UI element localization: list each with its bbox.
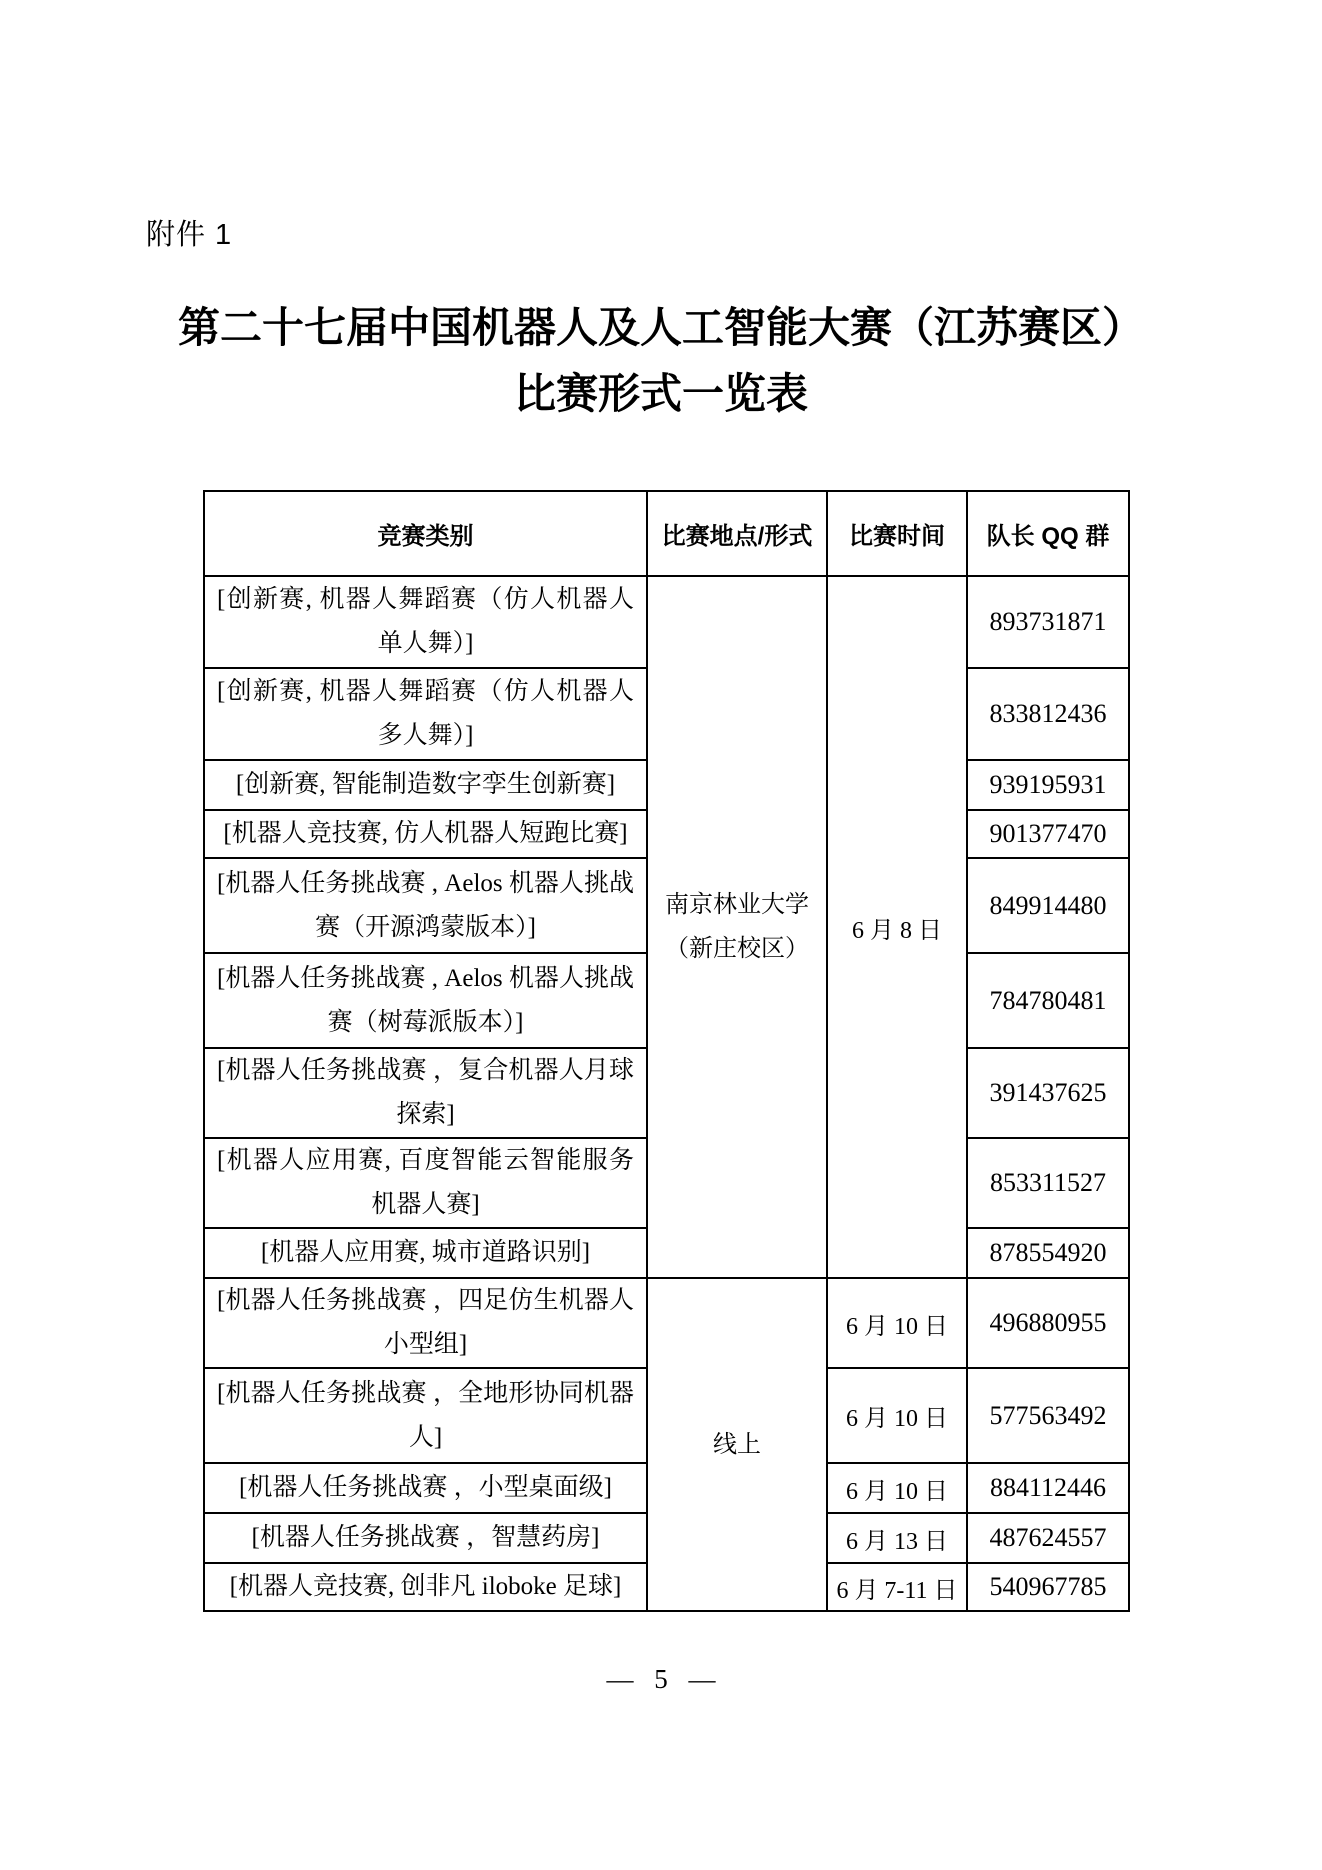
- qq-group-cell: 893731871: [967, 576, 1129, 668]
- category-cell: [机器人任务挑战赛 ，全地形协同机器人]: [204, 1368, 647, 1463]
- qq-group-cell: 884112446: [967, 1463, 1129, 1513]
- category-cell: [创新赛, 机器人舞蹈赛（仿人机器人单人舞）]: [204, 576, 647, 668]
- qq-group-cell: 853311527: [967, 1138, 1129, 1228]
- qq-group-cell: 878554920: [967, 1228, 1129, 1278]
- category-cell: [机器人任务挑战赛 ，小型桌面级]: [204, 1463, 647, 1513]
- category-cell: [机器人竞技赛, 创非凡 iloboke 足球]: [204, 1563, 647, 1611]
- category-cell: [机器人竞技赛, 仿人机器人短跑比赛]: [204, 810, 647, 858]
- header-category: 竞赛类别: [204, 491, 647, 576]
- qq-group-cell: 901377470: [967, 810, 1129, 858]
- table-row: [204, 576, 1129, 668]
- attachment-label: 附件 1: [146, 219, 233, 251]
- qq-group-cell: 577563492: [967, 1368, 1129, 1463]
- location-line: （新庄校区）: [665, 936, 809, 962]
- time-cell: 6 月 13 日: [827, 1513, 967, 1563]
- location-cell: [647, 576, 827, 1278]
- table-header-row: [204, 491, 1129, 576]
- category-cell: [机器人任务挑战赛 ，四足仿生机器人小型组]: [204, 1278, 647, 1368]
- time-cell: 6 月 7-11 日: [827, 1563, 967, 1611]
- category-cell: [机器人任务挑战赛 ，智慧药房]: [204, 1513, 647, 1563]
- category-cell: [机器人应用赛, 城市道路识别]: [204, 1228, 647, 1278]
- time-cell: 6 月 8 日: [827, 576, 967, 1278]
- category-cell: [创新赛, 智能制造数字孪生创新赛]: [204, 760, 647, 810]
- category-cell: [机器人任务挑战赛 , Aelos 机器人挑战赛（开源鸿蒙版本）]: [204, 858, 647, 953]
- qq-group-cell: 939195931: [967, 760, 1129, 810]
- table-row: [204, 1278, 1129, 1368]
- qq-group-cell: 391437625: [967, 1048, 1129, 1138]
- header-time: 比赛时间: [827, 491, 967, 576]
- header-location-format: 比赛地点/形式: [647, 491, 827, 576]
- location-line: 线上: [713, 1431, 761, 1458]
- qq-group-cell: 833812436: [967, 668, 1129, 760]
- location-cell: [647, 1278, 827, 1611]
- document-title: [0, 296, 1322, 428]
- document-title-line-2: 比赛形式一览表: [513, 372, 808, 418]
- location-line: 南京林业大学: [665, 892, 809, 918]
- qq-group-cell: 784780481: [967, 953, 1129, 1048]
- time-cell: 6 月 10 日: [827, 1463, 967, 1513]
- competition-table: [203, 490, 1130, 1612]
- header-qq-group: 队长 QQ 群: [967, 491, 1129, 576]
- document-title-line-1: 第二十七届中国机器人及人工智能大赛（江苏赛区）: [177, 306, 1144, 352]
- qq-group-cell: 487624557: [967, 1513, 1129, 1563]
- category-cell: [机器人应用赛, 百度智能云智能服务机器人赛]: [204, 1138, 647, 1228]
- page-number: — 5 —: [606, 1664, 716, 1694]
- time-cell: 6 月 10 日: [827, 1278, 967, 1368]
- category-cell: [机器人任务挑战赛 , Aelos 机器人挑战赛（树莓派版本）]: [204, 953, 647, 1048]
- time-cell: 6 月 10 日: [827, 1368, 967, 1463]
- qq-group-cell: 496880955: [967, 1278, 1129, 1368]
- qq-group-cell: 849914480: [967, 858, 1129, 953]
- category-cell: [机器人任务挑战赛 ，复合机器人月球探索]: [204, 1048, 647, 1138]
- qq-group-cell: 540967785: [967, 1563, 1129, 1611]
- category-cell: [创新赛, 机器人舞蹈赛（仿人机器人多人舞）]: [204, 668, 647, 760]
- table-body: [204, 576, 1129, 1611]
